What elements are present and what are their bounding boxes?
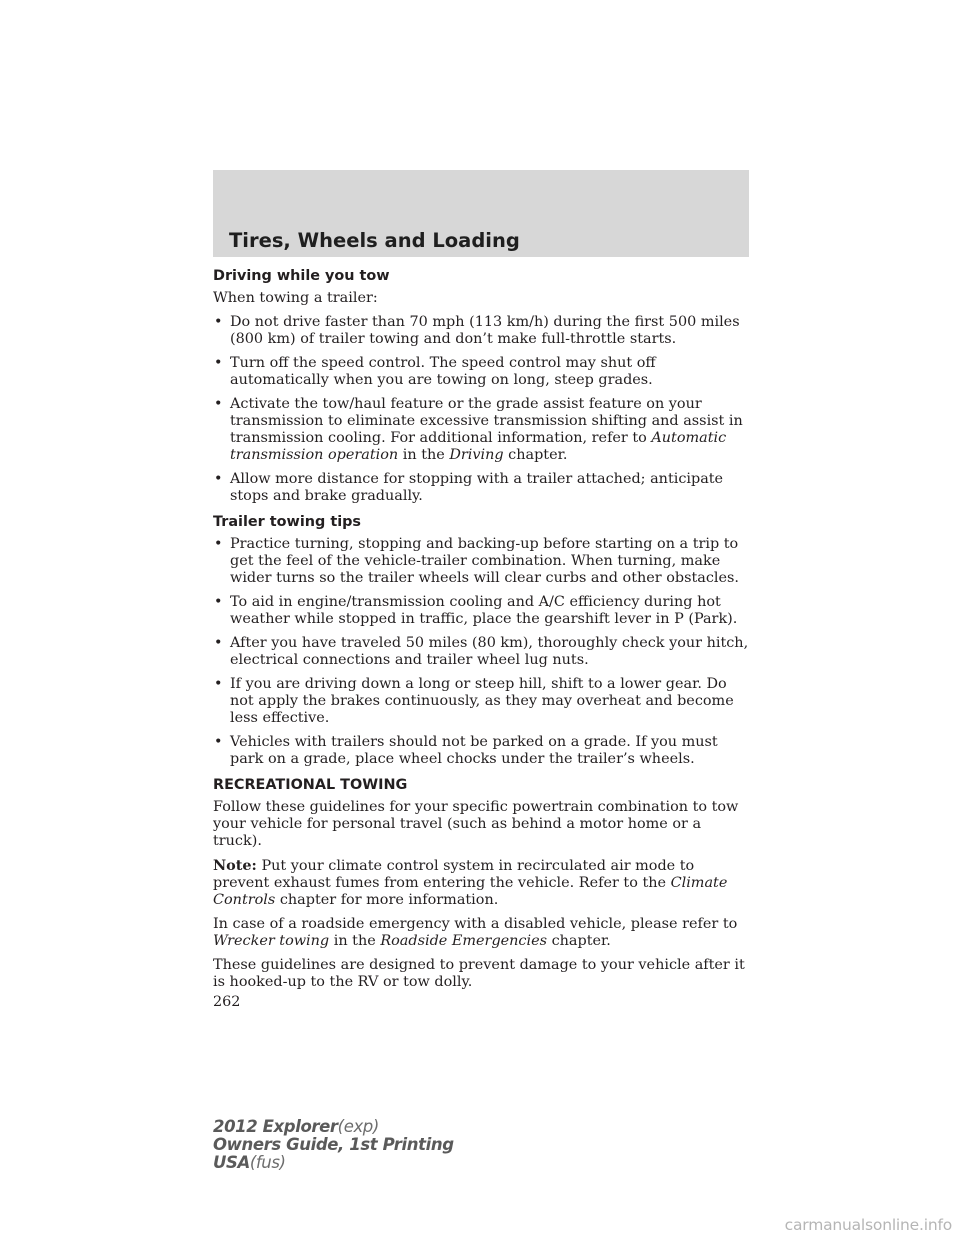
bullet-icon: • — [214, 676, 223, 692]
document-footer — [213, 1118, 454, 1172]
bullet-list — [213, 314, 753, 505]
cross-reference: Roadside Emergencies — [380, 933, 547, 949]
section-heading: RECREATIONAL TOWING — [213, 777, 408, 793]
bullet-icon: • — [214, 471, 223, 487]
list-item: • After you have traveled 50 miles (80 km), thoroughly check your hitch, electrical connections and trailer wheel lug nuts. — [214, 635, 749, 668]
section-recreational-towing — [213, 777, 753, 991]
list-item: • Activate the tow/haul feature or the grade assist feature on your transmission to eliminate excessive transmission shifting and assist in transmission cooling. For additional information, refer to Automatic transmission operation in the Driving chapter. — [214, 396, 743, 463]
cross-reference: Driving — [449, 447, 504, 463]
body-paragraph: Follow these guidelines for your specific powertrain combination to tow your vehicle for personal travel (such as behind a motor home or a truck). — [213, 799, 739, 849]
section-heading: Trailer towing tips — [213, 514, 362, 530]
site-watermark: carmanualsonline.info — [784, 1216, 952, 1234]
note-label: Note: — [213, 857, 257, 874]
body-paragraph: In case of a roadside emergency with a disabled vehicle, please refer to Wrecker towing in the Roadside Emergencies chapter. — [213, 916, 738, 949]
intro-text: When towing a trailer: — [213, 290, 378, 306]
bullet-icon: • — [214, 536, 223, 552]
list-item: • Practice turning, stopping and backing-up before starting on a trip to get the feel of the vehicle-trailer combination. When turning, make wider turns so the trailer wheels will clear curbs and other obstacles. — [214, 536, 739, 586]
section-trailer-towing-tips — [213, 514, 753, 768]
list-item: • Vehicles with trailers should not be parked on a grade. If you must park on a grade, place wheel chocks under the trailer’s wheels. — [214, 734, 718, 767]
footer-line: USA(fus) — [213, 1153, 286, 1172]
list-item: • If you are driving down a long or steep hill, shift to a lower gear. Do not apply the brakes continuously, as they may overheat and become less effective. — [214, 676, 734, 726]
cross-reference: Climate Controls — [213, 875, 728, 908]
bullet-icon: • — [214, 396, 223, 412]
chapter-title: Tires, Wheels and Loading — [229, 229, 520, 252]
section-driving-while-you-tow — [213, 268, 753, 505]
list-item: • Turn off the speed control. The speed control may shut off automatically when you are towing on long, steep grades. — [214, 355, 656, 388]
bullet-icon: • — [214, 314, 223, 330]
cross-reference: Wrecker towing — [213, 933, 330, 949]
bullet-icon: • — [214, 355, 223, 371]
body-paragraph: These guidelines are designed to prevent damage to your vehicle after it is hooked-up to the RV or tow dolly. — [213, 957, 745, 990]
list-item: • Allow more distance for stopping with a trailer attached; anticipate stops and brake gradually. — [214, 471, 724, 504]
cross-reference: Automatic transmission operation — [230, 430, 727, 463]
chapter-header-band — [213, 170, 749, 257]
bullet-icon: • — [214, 635, 223, 651]
page-content — [213, 268, 753, 1011]
section-heading: Driving while you tow — [213, 268, 390, 284]
list-item: • To aid in engine/transmission cooling and A/C efficiency during hot weather while stopped in traffic, place the gearshift lever in P (Park). — [214, 594, 738, 627]
note-paragraph: Note: Put your climate control system in recirculated air mode to prevent exhaust fumes from entering the vehicle. Refer to the Climate Controls chapter for more information. — [213, 857, 728, 908]
bullet-icon: • — [214, 734, 223, 750]
bullet-list — [213, 536, 753, 768]
page-number: 262 — [213, 994, 241, 1010]
footer-line: Owners Guide, 1st Printing — [213, 1135, 454, 1154]
bullet-icon: • — [214, 594, 223, 610]
footer-line: 2012 Explorer(exp) — [213, 1117, 379, 1136]
list-item: • Do not drive faster than 70 mph (113 km/h) during the first 500 miles (800 km) of trailer towing and don’t make full-throttle starts. — [214, 314, 740, 347]
